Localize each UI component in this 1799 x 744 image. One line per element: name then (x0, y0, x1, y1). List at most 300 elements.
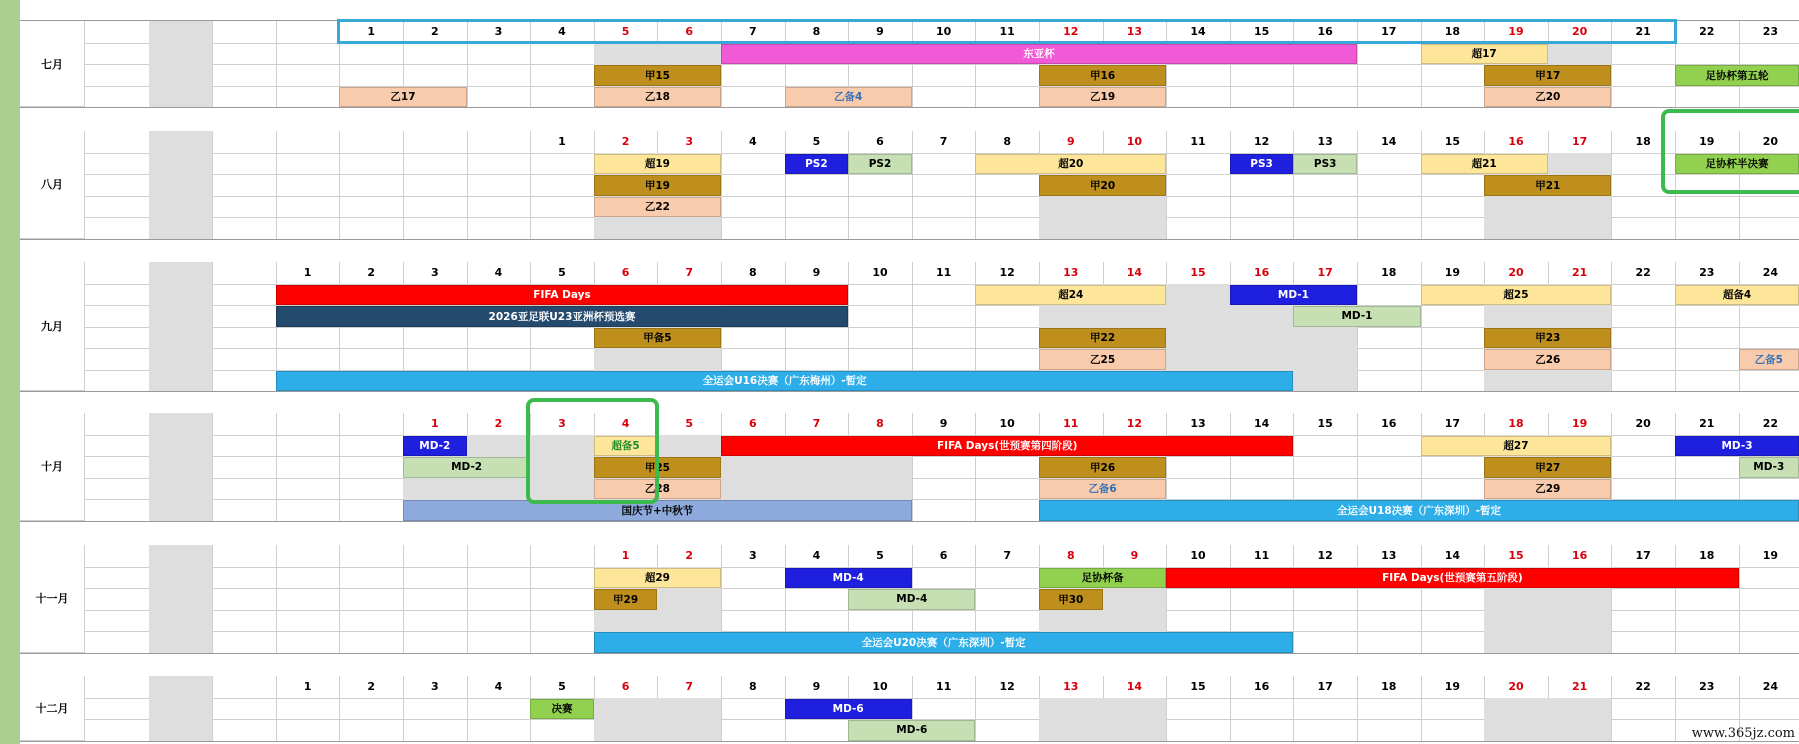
event-bar[interactable]: 超24 (975, 285, 1166, 306)
event-bar[interactable]: MD-1 (1293, 306, 1420, 327)
grid-cell (1103, 719, 1168, 742)
grid-cell (1548, 43, 1613, 66)
event-bar[interactable]: 足协杯半决赛 (1675, 154, 1799, 175)
grid-cell (975, 305, 1040, 328)
grid-cell (912, 499, 977, 522)
event-bar[interactable]: 超27 (1421, 436, 1612, 457)
grid-cell (339, 64, 404, 87)
grid-cell (1357, 86, 1422, 109)
grid-cell (721, 174, 786, 197)
grid-cell (912, 196, 977, 219)
month-label-0: 七月 (20, 21, 85, 107)
grid-cell (276, 567, 341, 590)
month-separator (20, 107, 1799, 108)
event-bar[interactable]: PS2 (848, 154, 912, 175)
grid-cell (1675, 217, 1740, 240)
grid-cell (1421, 719, 1486, 742)
grid-cell (1611, 719, 1676, 742)
grid-cell (975, 174, 1040, 197)
event-bar[interactable]: 全运会U16决赛（广东梅州）-暂定 (276, 371, 1294, 392)
month-separator (20, 521, 1799, 522)
grid-cell (276, 174, 341, 197)
grid-cell (149, 567, 214, 590)
day-number: 12 (999, 680, 1015, 694)
grid-cell (594, 698, 659, 721)
event-bar[interactable]: 国庆节+中秋节 (403, 500, 912, 521)
grid-cell (1293, 217, 1358, 240)
event-bar[interactable]: 甲30 (1039, 589, 1103, 610)
month-separator (20, 741, 1799, 742)
event-bar[interactable]: 乙18 (594, 87, 721, 108)
grid-cell (1675, 305, 1740, 328)
event-bar[interactable]: 乙备4 (785, 87, 912, 108)
grid-cell (276, 499, 341, 522)
day-number: 16 (1253, 266, 1270, 280)
event-bar[interactable]: 甲17 (1484, 65, 1611, 86)
grid-cell (212, 413, 277, 436)
grid-cell (467, 567, 532, 590)
grid-cell (785, 174, 850, 197)
day-number: 7 (939, 135, 948, 149)
event-bar[interactable]: 甲21 (1484, 175, 1611, 196)
grid-cell (467, 174, 532, 197)
day-number: 3 (558, 417, 566, 431)
day-number: 17 (1317, 266, 1333, 280)
grid-cell (1230, 86, 1295, 109)
grid-cell (149, 588, 214, 611)
grid-cell (149, 327, 214, 350)
grid-cell (1548, 698, 1613, 721)
day-number: 15 (1190, 680, 1206, 694)
grid-cell (1739, 698, 1799, 721)
grid-cell (276, 698, 341, 721)
event-bar[interactable]: 甲29 (594, 589, 658, 610)
day-number: 10 (872, 680, 888, 694)
grid-cell (975, 698, 1040, 721)
grid-cell (594, 719, 659, 742)
event-bar[interactable]: 甲15 (594, 65, 721, 86)
day-number: 1 (621, 549, 630, 563)
event-bar[interactable]: 超29 (594, 568, 721, 589)
grid-cell (1293, 86, 1358, 109)
day-number: 3 (430, 266, 439, 280)
grid-cell (1421, 588, 1486, 611)
grid-cell (721, 196, 786, 219)
event-bar[interactable]: 甲26 (1039, 457, 1166, 478)
grid-cell (721, 698, 786, 721)
event-bar[interactable]: 2026亚足联U23亚洲杯预选赛 (276, 306, 848, 327)
grid-cell (721, 567, 786, 590)
grid-cell (1166, 478, 1231, 501)
grid-cell (1103, 217, 1168, 240)
grid-cell (1039, 305, 1104, 328)
grid-cell (276, 21, 341, 44)
event-bar[interactable]: PS3 (1293, 154, 1357, 175)
grid-cell (1230, 64, 1295, 87)
grid-cell (1357, 284, 1422, 307)
grid-cell (721, 217, 786, 240)
grid-cell (1357, 174, 1422, 197)
event-bar[interactable]: 乙29 (1484, 479, 1611, 500)
grid-cell (785, 588, 850, 611)
grid-cell (1039, 217, 1104, 240)
grid-cell (1293, 64, 1358, 87)
grid-cell (339, 174, 404, 197)
day-number: 22 (1635, 680, 1651, 694)
day-number: 13 (1317, 135, 1333, 149)
grid-cell (785, 348, 850, 371)
grid-cell (212, 456, 277, 479)
grid-cell (1484, 217, 1549, 240)
grid-cell (85, 21, 150, 44)
day-number: 8 (748, 680, 757, 694)
grid-cell (1103, 698, 1168, 721)
grid-cell (149, 719, 214, 742)
grid-cell (1611, 86, 1676, 109)
event-bar[interactable]: 乙19 (1039, 87, 1166, 108)
grid-cell (657, 719, 722, 742)
grid-cell (467, 698, 532, 721)
grid-cell (1611, 305, 1676, 328)
day-number: 9 (1066, 135, 1075, 149)
event-bar[interactable]: 乙备6 (1039, 479, 1166, 500)
event-bar[interactable]: 甲27 (1484, 457, 1611, 478)
grid-cell (403, 174, 468, 197)
grid-cell (149, 305, 214, 328)
event-bar[interactable]: MD-3 (1675, 436, 1799, 457)
event-bar[interactable]: 全运会U20决赛（广东深圳）-暂定 (594, 632, 1294, 653)
event-bar[interactable]: 超25 (1421, 285, 1612, 306)
day-number: 7 (685, 680, 694, 694)
day-number: 3 (494, 25, 503, 39)
event-bar[interactable]: MD-1 (1230, 285, 1357, 306)
grid-cell (1230, 610, 1295, 633)
event-bar[interactable]: 超19 (594, 154, 721, 175)
grid-cell (530, 631, 595, 654)
grid-cell (149, 284, 214, 307)
day-number: 8 (1003, 135, 1012, 149)
grid-cell (848, 348, 913, 371)
day-number: 3 (685, 135, 694, 149)
day-number: 2 (685, 549, 694, 563)
grid-cell (1484, 719, 1549, 742)
event-bar[interactable]: 东亚杯 (721, 44, 1357, 65)
day-number: 16 (1571, 549, 1588, 563)
event-bar[interactable]: MD-3 (1739, 457, 1799, 478)
grid-cell (339, 456, 404, 479)
grid-cell (403, 217, 468, 240)
grid-cell (912, 174, 977, 197)
grid-cell (785, 196, 850, 219)
grid-cell (85, 348, 150, 371)
day-number: 17 (1635, 549, 1651, 563)
event-bar[interactable]: 甲16 (1039, 65, 1166, 86)
event-bar[interactable]: FIFA Days(世预赛第五阶段) (1166, 568, 1738, 589)
grid-cell (467, 327, 532, 350)
day-number: 9 (876, 25, 884, 39)
grid-cell (212, 545, 277, 568)
day-number: 12 (1126, 417, 1143, 431)
day-number: 11 (935, 680, 952, 694)
grid-cell (1484, 698, 1549, 721)
event-bar[interactable]: 乙25 (1039, 349, 1166, 370)
grid-cell (1611, 196, 1676, 219)
grid-cell (1357, 217, 1422, 240)
grid-cell (276, 413, 341, 436)
grid-cell (1230, 327, 1295, 350)
grid-cell (149, 499, 214, 522)
grid-cell (1548, 631, 1613, 654)
event-bar[interactable]: MD-6 (785, 699, 912, 720)
grid-cell (339, 348, 404, 371)
grid-cell (530, 86, 595, 109)
grid-cell (467, 86, 532, 109)
day-number: 6 (939, 549, 948, 563)
grid-cell (467, 435, 532, 458)
grid-cell (975, 478, 1040, 501)
grid-cell (85, 676, 150, 699)
grid-cell (85, 698, 150, 721)
grid-cell (85, 305, 150, 328)
grid-cell (149, 413, 214, 436)
grid-cell (1421, 217, 1486, 240)
grid-cell (85, 284, 150, 307)
event-bar[interactable]: 乙备5 (1739, 349, 1799, 370)
grid-cell (1293, 348, 1358, 371)
day-number: 17 (1571, 135, 1588, 149)
grid-cell (1675, 610, 1740, 633)
grid-cell (975, 64, 1040, 87)
grid-cell (1230, 305, 1295, 328)
grid-cell (1675, 327, 1740, 350)
grid-cell (1166, 217, 1231, 240)
grid-cell (1739, 567, 1799, 590)
day-number: 5 (876, 549, 884, 563)
grid-cell (785, 456, 850, 479)
event-bar[interactable]: 超21 (1421, 154, 1548, 175)
grid-cell (912, 64, 977, 87)
month-label-3: 十月 (20, 413, 85, 521)
day-number: 19 (1508, 25, 1524, 39)
event-bar[interactable]: 甲22 (1039, 328, 1166, 349)
grid-cell (975, 348, 1040, 371)
grid-cell (1675, 86, 1740, 109)
grid-cell (1293, 719, 1358, 742)
grid-cell (339, 567, 404, 590)
grid-cell (276, 64, 341, 87)
grid-cell (1548, 196, 1613, 219)
event-bar[interactable]: 甲25 (594, 457, 721, 478)
grid-cell (1548, 153, 1613, 176)
grid-cell (1739, 86, 1799, 109)
day-number: 2 (367, 266, 376, 280)
grid-cell (1293, 196, 1358, 219)
grid-cell (1611, 217, 1676, 240)
grid-cell (721, 153, 786, 176)
grid-cell (149, 631, 214, 654)
grid-cell (1166, 64, 1231, 87)
grid-cell (975, 456, 1040, 479)
event-bar[interactable]: 全运会U18决赛（广东深圳）-暂定 (1039, 500, 1799, 521)
day-number: 17 (1381, 25, 1397, 39)
day-number: 6 (621, 266, 630, 280)
grid-cell (1230, 456, 1295, 479)
day-number: 10 (1190, 549, 1206, 563)
grid-cell (1293, 610, 1358, 633)
grid-cell (1166, 153, 1231, 176)
grid-cell (403, 631, 468, 654)
grid-cell (912, 305, 977, 328)
day-number: 9 (939, 417, 948, 431)
grid-cell (467, 610, 532, 633)
event-bar[interactable]: 足协杯第五轮 (1675, 65, 1799, 86)
event-bar[interactable]: MD-2 (403, 436, 467, 457)
grid-cell (1357, 719, 1422, 742)
grid-cell (149, 698, 214, 721)
day-number: 21 (1635, 25, 1651, 39)
grid-cell (1484, 610, 1549, 633)
day-number: 12 (1317, 549, 1333, 563)
grid-cell (1484, 370, 1549, 393)
day-number: 21 (1699, 417, 1715, 431)
grid-cell (1103, 610, 1168, 633)
grid-cell (1230, 698, 1295, 721)
grid-cell (467, 43, 532, 66)
grid-cell (403, 567, 468, 590)
event-bar[interactable]: 超17 (1421, 44, 1548, 65)
grid-cell (1611, 435, 1676, 458)
grid-cell (276, 631, 341, 654)
grid-cell (848, 456, 913, 479)
day-number: 23 (1699, 680, 1715, 694)
grid-cell (85, 370, 150, 393)
grid-cell (403, 545, 468, 568)
grid-cell (1611, 43, 1676, 66)
grid-cell (1357, 478, 1422, 501)
event-bar[interactable]: 甲23 (1484, 328, 1611, 349)
grid-cell (339, 131, 404, 154)
grid-cell (1739, 478, 1799, 501)
event-bar[interactable]: 超备4 (1675, 285, 1799, 306)
day-number: 23 (1699, 266, 1715, 280)
day-number: 18 (1699, 549, 1715, 563)
grid-cell (1166, 610, 1231, 633)
grid-cell (975, 499, 1040, 522)
event-bar[interactable]: 足协杯备 (1039, 568, 1166, 589)
day-number: 5 (621, 25, 630, 39)
grid-cell (1675, 43, 1740, 66)
event-bar[interactable]: FIFA Days(世预赛第四阶段) (721, 436, 1293, 457)
day-number: 6 (621, 680, 630, 694)
grid-cell (1293, 478, 1358, 501)
grid-cell (149, 196, 214, 219)
grid-cell (1039, 719, 1104, 742)
grid-cell (1357, 698, 1422, 721)
grid-cell (1103, 305, 1168, 328)
day-number: 10 (872, 266, 888, 280)
day-number: 5 (558, 266, 566, 280)
day-number: 4 (812, 549, 821, 563)
grid-cell (721, 348, 786, 371)
grid-cell (1166, 456, 1231, 479)
grid-cell (1357, 64, 1422, 87)
grid-cell (149, 86, 214, 109)
event-bar[interactable]: 超备5 (594, 436, 658, 457)
grid-cell (657, 588, 722, 611)
grid-cell (212, 610, 277, 633)
grid-cell (785, 719, 850, 742)
grid-cell (1675, 588, 1740, 611)
grid-cell (1484, 631, 1549, 654)
event-bar[interactable]: 甲19 (594, 175, 721, 196)
grid-cell (1675, 698, 1740, 721)
grid-cell (1675, 631, 1740, 654)
grid-cell (149, 610, 214, 633)
event-bar[interactable]: 甲备5 (594, 328, 721, 349)
grid-cell (1230, 174, 1295, 197)
grid-cell (339, 43, 404, 66)
event-bar[interactable]: MD-6 (848, 720, 975, 741)
grid-cell (276, 478, 341, 501)
day-number: 2 (430, 25, 439, 39)
grid-cell (149, 217, 214, 240)
day-number: 13 (1381, 549, 1397, 563)
grid-cell (85, 719, 150, 742)
grid-cell (1230, 217, 1295, 240)
grid-cell (85, 588, 150, 611)
grid-cell (1293, 631, 1358, 654)
day-number: 13 (1190, 417, 1206, 431)
grid-cell (1675, 456, 1740, 479)
day-number: 7 (748, 25, 757, 39)
grid-cell (1421, 348, 1486, 371)
day-number: 1 (303, 680, 312, 694)
event-bar[interactable]: 决赛 (530, 699, 594, 720)
event-bar[interactable]: 乙28 (594, 479, 721, 500)
grid-cell (212, 21, 277, 44)
event-bar[interactable]: PS3 (1230, 154, 1294, 175)
grid-cell (403, 153, 468, 176)
grid-cell (276, 719, 341, 742)
month-label-4: 十一月 (20, 545, 85, 653)
event-bar[interactable]: MD-2 (403, 457, 530, 478)
day-number: 14 (1190, 25, 1206, 39)
grid-cell (1548, 719, 1613, 742)
event-bar[interactable]: PS2 (785, 154, 849, 175)
month-separator (20, 653, 1799, 654)
event-bar[interactable]: 甲20 (1039, 175, 1166, 196)
grid-cell (848, 478, 913, 501)
day-number: 2 (494, 417, 503, 431)
event-bar[interactable]: 乙17 (339, 87, 466, 108)
event-bar[interactable]: 超20 (975, 154, 1166, 175)
grid-cell (912, 698, 977, 721)
grid-cell (848, 305, 913, 328)
grid-cell (149, 348, 214, 371)
event-bar[interactable]: MD-4 (785, 568, 912, 589)
grid-cell (1611, 456, 1676, 479)
event-bar[interactable]: 乙26 (1484, 349, 1611, 370)
grid-cell (212, 631, 277, 654)
grid-cell (912, 610, 977, 633)
grid-cell (1739, 327, 1799, 350)
event-bar[interactable]: MD-4 (848, 589, 975, 610)
event-bar[interactable]: 乙22 (594, 197, 721, 218)
grid-cell (1293, 588, 1358, 611)
day-number: 4 (494, 680, 503, 694)
event-bar[interactable]: FIFA Days (276, 285, 848, 306)
event-bar[interactable]: 乙20 (1484, 87, 1611, 108)
